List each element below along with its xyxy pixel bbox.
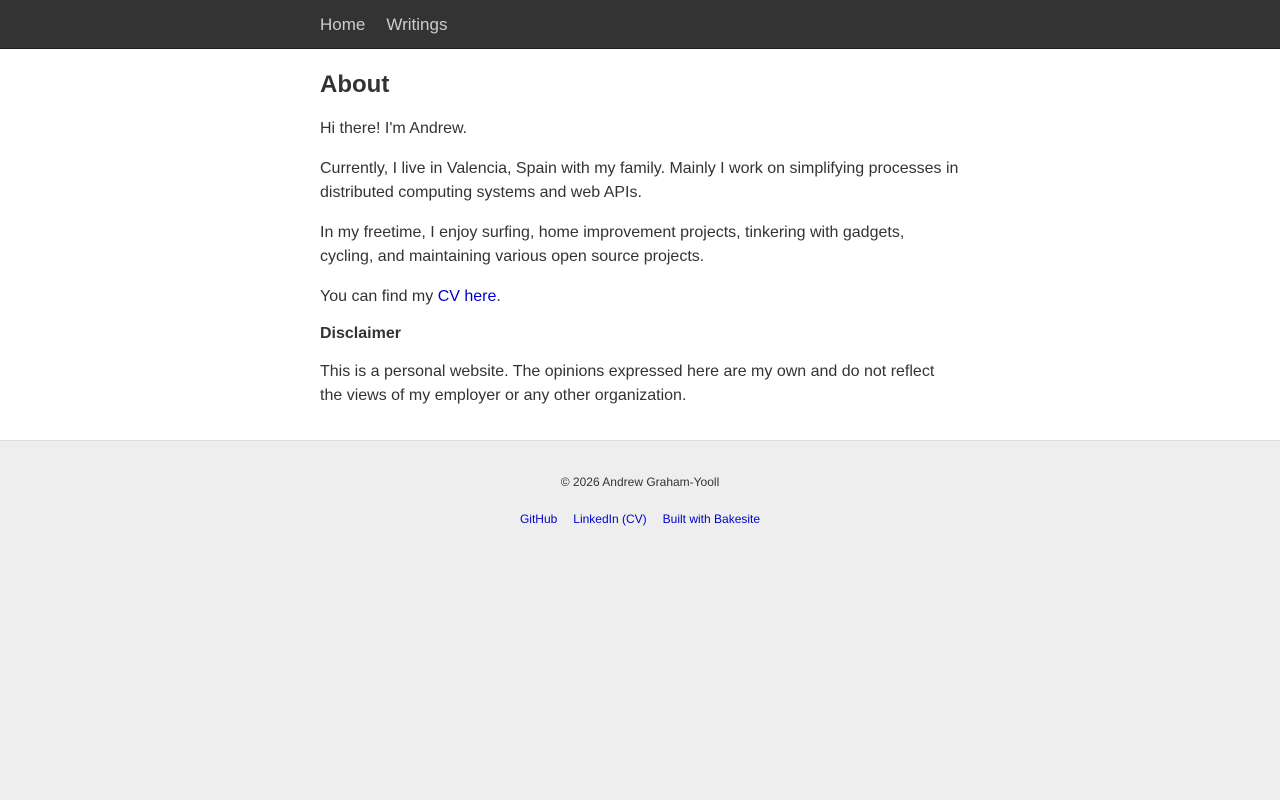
disclaimer-paragraph: This is a personal website. The opinions expressed here are my own and do not reflect the views of my employer or any other organization.	[320, 363, 935, 404]
nav-link-writings[interactable]: Writings	[386, 14, 448, 34]
nav-link-home[interactable]: Home	[320, 14, 366, 34]
site-footer	[0, 442, 1280, 800]
greeting-paragraph: Hi there! I'm Andrew.	[320, 120, 468, 137]
copyright-text: © 2026 Andrew Graham-Yooll	[560, 475, 720, 489]
main-nav	[320, 0, 447, 48]
location-paragraph: Currently, I live in Valencia, Spain with my family. Mainly I work on simplifying processes in distributed computing systems and web APIs.	[320, 160, 959, 201]
footer-link-linkedin[interactable]: LinkedIn (CV)	[573, 512, 647, 526]
footer-link-github[interactable]: GitHub	[519, 512, 558, 526]
disclaimer-heading: Disclaimer	[320, 325, 401, 342]
page-title: About	[320, 71, 390, 98]
hobbies-paragraph: In my freetime, I enjoy surfing, home improvement projects, tinkering with gadgets, cycling, and maintaining various open source projects.	[320, 224, 905, 265]
cv-prefix-text: You can find my	[320, 288, 438, 305]
footer-links	[0, 512, 1280, 526]
cv-paragraph	[320, 285, 960, 309]
cv-suffix-text: .	[496, 288, 501, 305]
footer-link-bakesite[interactable]: Built with Bakesite	[662, 512, 761, 526]
cv-link[interactable]: CV here	[437, 288, 497, 305]
main-content	[0, 49, 1280, 441]
top-navigation-bar	[0, 0, 1280, 49]
